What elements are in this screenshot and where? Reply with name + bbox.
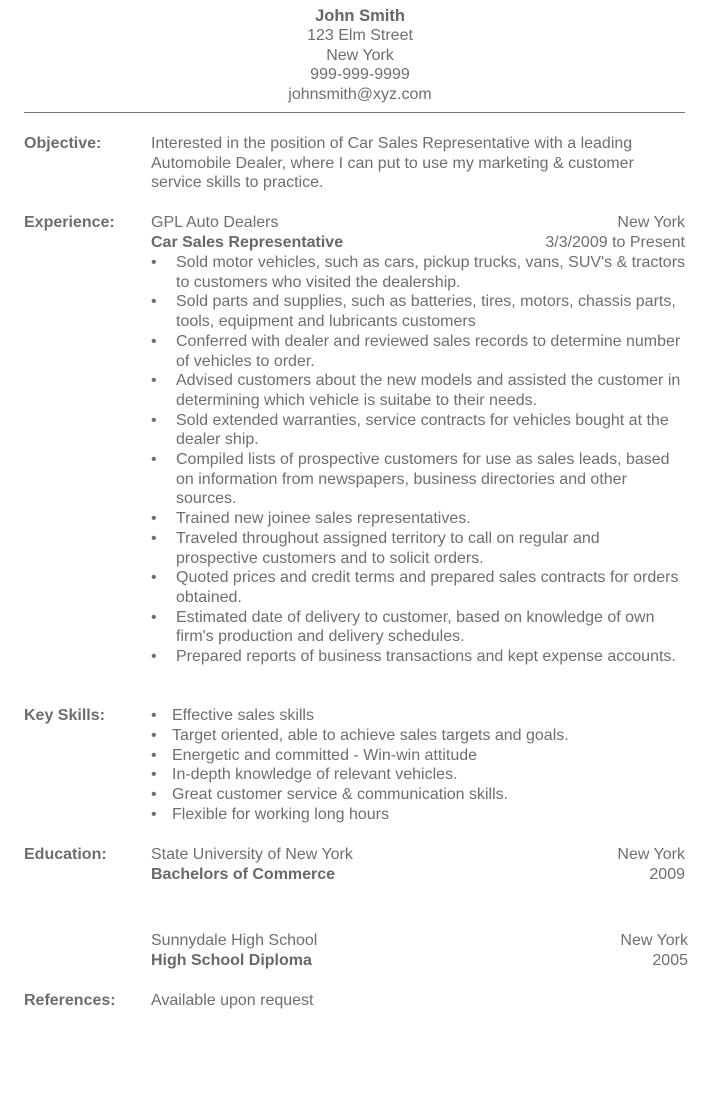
experience-bullets [151, 253, 685, 667]
bullet-icon: • [151, 726, 157, 744]
city: New York [326, 46, 394, 64]
bullet-icon: • [151, 805, 157, 823]
company-name: GPL Auto Dealers [151, 214, 279, 231]
list-item [151, 726, 685, 746]
list-item [151, 805, 685, 825]
company-row [151, 213, 685, 233]
degree-row [151, 951, 688, 971]
degree-name: Bachelors of Commerce [151, 866, 336, 883]
list-item [151, 785, 685, 805]
bullet-text: Quoted prices and credit terms and prepared sales contracts for orders obtained. [176, 569, 679, 606]
company-location: New York [617, 214, 685, 231]
school-location: New York [620, 932, 688, 949]
list-item [151, 568, 685, 607]
references-text: Available upon request [151, 992, 314, 1009]
bullet-icon: • [151, 451, 157, 469]
list-item [151, 608, 685, 647]
list-item [151, 292, 685, 331]
bullet-icon: • [151, 746, 157, 764]
phone-number: 999-999-9999 [310, 66, 410, 83]
bullet-text: Conferred with dealer and reviewed sales records to determine number of vehicles to order. [176, 332, 681, 370]
objective-label: Objective: [24, 135, 102, 152]
job-title-row [151, 233, 685, 253]
skill-text: Target oriented, able to achieve sales targets and goals. [172, 726, 569, 744]
bullet-text: Prepared reports of business transactions and kept expense accounts. [176, 648, 676, 666]
resume-header [0, 6, 720, 104]
candidate-name: John Smith [315, 7, 405, 25]
bullet-icon: • [151, 786, 157, 804]
bullet-icon: • [151, 529, 157, 547]
objective-text: Interested in the position of Car Sales Representative with a leading Automobile Dealer, where I can put to use my marketing & customer service skills to practice. [151, 135, 634, 192]
degree-name: High School Diploma [151, 952, 312, 969]
school-row [151, 931, 688, 951]
header-divider [24, 112, 685, 113]
email-address: johnsmith@xyz.com [288, 85, 432, 103]
job-title: Car Sales Representative [151, 234, 344, 251]
list-item [151, 450, 685, 509]
school-row [151, 845, 685, 865]
skills-list [151, 706, 685, 825]
experience-label: Experience: [24, 214, 115, 231]
list-item [151, 411, 685, 450]
bullet-text: Estimated date of delivery to customer, based on knowledge of own firm's production and delivery schedules. [176, 608, 655, 646]
list-item [151, 509, 685, 529]
school-name: Sunnydale High School [151, 932, 318, 949]
list-item [151, 647, 685, 667]
key-skills-label: Key Skills: [24, 707, 105, 724]
bullet-icon: • [151, 411, 157, 429]
bullet-text: Sold extended warranties, service contracts for vehicles bought at the dealer ship. [176, 411, 669, 449]
bullet-icon: • [151, 254, 157, 271]
bullet-text: Compiled lists of prospective customers for use as sales leads, based on information from newspapers, business directories and other sources. [176, 451, 670, 508]
bullet-icon: • [151, 293, 157, 311]
bullet-icon: • [151, 569, 157, 587]
skill-text: Energetic and committed - Win-win attitude [172, 746, 478, 764]
school-location: New York [617, 846, 685, 863]
street-address: 123 Elm Street [307, 27, 413, 44]
experience-content [151, 213, 685, 667]
skill-text: Effective sales skills [172, 707, 314, 724]
degree-year: 2005 [652, 952, 688, 969]
bullet-text: Sold motor vehicles, such as cars, pickup trucks, vans, SUV's & tractors to customers who visited the dealership. [176, 254, 686, 291]
list-item [151, 765, 685, 785]
bullet-icon: • [151, 766, 157, 784]
list-item [151, 529, 685, 568]
bullet-text: Sold parts and supplies, such as batteries, tires, motors, chassis parts, tools, equipment and lubricants customers [176, 293, 676, 331]
school-name: State University of New York [151, 846, 353, 863]
references-label: References: [24, 992, 116, 1009]
key-skills-content [151, 706, 685, 825]
list-item [151, 371, 685, 410]
bullet-text: Advised customers about the new models and assisted the customer in determining which vehicle is suitabe to their needs. [176, 372, 681, 409]
education-entry-1 [151, 845, 685, 885]
job-dates: 3/3/2009 to Present [545, 234, 685, 251]
bullet-icon: • [151, 510, 157, 528]
list-item [151, 706, 685, 726]
bullet-icon: • [151, 707, 157, 724]
bullet-icon: • [151, 332, 157, 350]
list-item [151, 253, 685, 292]
bullet-icon: • [151, 372, 157, 390]
bullet-icon: • [151, 648, 157, 666]
list-item [151, 746, 685, 766]
degree-row [151, 865, 685, 885]
degree-year: 2009 [649, 866, 685, 883]
skill-text: Great customer service & communication skills. [172, 786, 509, 804]
education-label: Education: [24, 846, 107, 863]
list-item [151, 332, 685, 371]
bullet-icon: • [151, 608, 157, 626]
skill-text: Flexible for working long hours [172, 805, 389, 823]
bullet-text: Traveled throughout assigned territory to call on regular and prospective customers and to solicit orders. [176, 529, 600, 567]
education-entry-2 [151, 931, 688, 971]
bullet-text: Trained new joinee sales representatives. [176, 510, 471, 528]
skill-text: In-depth knowledge of relevant vehicles. [172, 766, 458, 784]
